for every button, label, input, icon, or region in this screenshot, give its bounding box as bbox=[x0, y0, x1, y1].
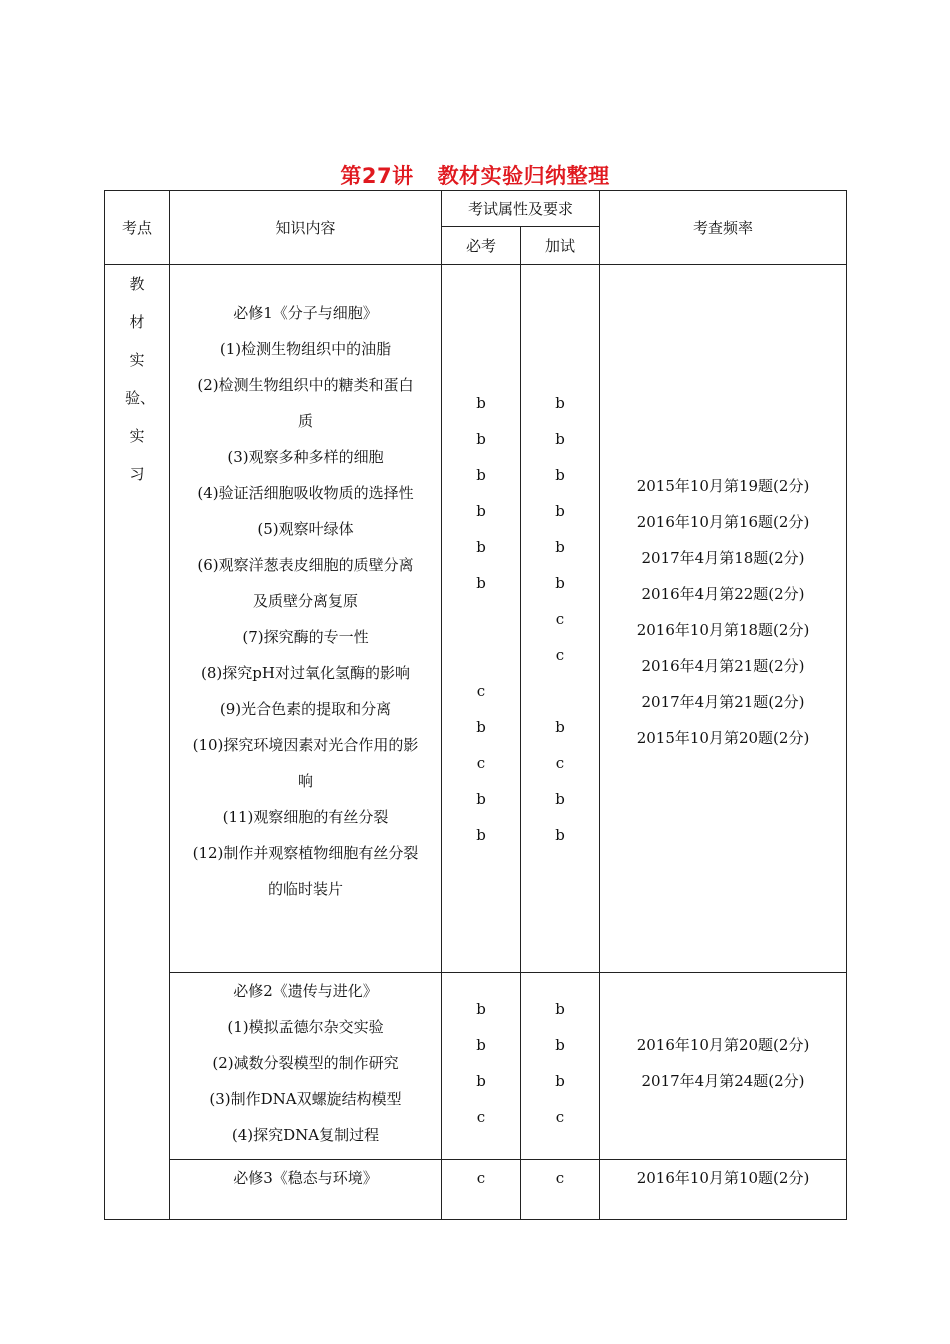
jiashi-value: c bbox=[555, 754, 565, 772]
freq-cell-3 bbox=[600, 1160, 847, 1220]
content-cell-3 bbox=[170, 1160, 442, 1220]
content-cell-1 bbox=[170, 265, 442, 973]
jiashi-value: b bbox=[555, 1036, 565, 1054]
jiashi-value: b bbox=[555, 430, 565, 448]
freq-entry: 2017年4月第18题(2分) bbox=[641, 549, 805, 567]
freq-entry: 2016年10月第10题(2分) bbox=[636, 1169, 810, 1187]
page-title bbox=[0, 160, 950, 190]
header-freq: 考查频率 bbox=[600, 191, 847, 265]
experiment-table bbox=[104, 190, 847, 1220]
bikao-value: b bbox=[476, 574, 486, 592]
section-title: 必修2《遗传与进化》 bbox=[233, 982, 378, 1000]
content-item: (1)模拟孟德尔杂交实验 bbox=[227, 1018, 384, 1036]
jiashi-value: c bbox=[555, 646, 565, 664]
content-item: (8)探究pH对过氧化氢酶的影响 bbox=[201, 664, 410, 682]
kaodian-line: 实习 bbox=[129, 427, 145, 483]
kaodian-cell bbox=[105, 265, 170, 1220]
bikao-value bbox=[442, 637, 520, 673]
freq-cell-2 bbox=[600, 973, 847, 1160]
jiashi-value bbox=[521, 673, 599, 709]
kaodian-line: 教材 bbox=[129, 275, 145, 331]
bikao-value: b bbox=[476, 502, 486, 520]
content-item: (1)检测生物组织中的油脂 bbox=[219, 340, 392, 358]
bikao-value: b bbox=[476, 1000, 486, 1018]
bikao-value: b bbox=[476, 718, 486, 736]
content-cell-2 bbox=[170, 973, 442, 1160]
jiashi-value: b bbox=[555, 1000, 565, 1018]
bikao-value: c bbox=[476, 754, 486, 772]
section-row-2 bbox=[105, 973, 847, 1160]
freq-entry: 2016年10月第20题(2分) bbox=[636, 1036, 810, 1054]
content-item: 及质壁分离复原 bbox=[252, 592, 358, 610]
bikao-value: b bbox=[476, 790, 486, 808]
jiashi-value: b bbox=[555, 826, 565, 844]
freq-entry: 2017年4月第21题(2分) bbox=[641, 693, 805, 711]
bikao-cell-2 bbox=[442, 973, 521, 1160]
content-item: (9)光合色素的提取和分离 bbox=[219, 700, 392, 718]
content-item: (2)检测生物组织中的糖类和蛋白 bbox=[197, 376, 414, 394]
jiashi-cell-3 bbox=[521, 1160, 600, 1220]
jiashi-value: b bbox=[555, 790, 565, 808]
freq-cell-1 bbox=[600, 265, 847, 973]
jiashi-value: b bbox=[555, 718, 565, 736]
content-item: (7)探究酶的专一性 bbox=[242, 628, 369, 646]
content-item: 响 bbox=[297, 772, 313, 790]
bikao-cell-1 bbox=[442, 265, 521, 973]
bikao-value: b bbox=[476, 826, 486, 844]
header-bikao: 必考 bbox=[442, 227, 521, 265]
header-row bbox=[105, 191, 847, 227]
bikao-value: b bbox=[476, 430, 486, 448]
bikao-value: c bbox=[476, 1108, 486, 1126]
section-row-1 bbox=[105, 265, 847, 973]
freq-entry: 2016年10月第16题(2分) bbox=[636, 513, 810, 531]
lecture-number: 第27讲 bbox=[340, 164, 414, 188]
bikao-value: b bbox=[476, 538, 486, 556]
bikao-value: b bbox=[476, 1072, 486, 1090]
lecture-title: 教材实验归纳整理 bbox=[437, 164, 610, 188]
content-item: (4)验证活细胞吸收物质的选择性 bbox=[197, 484, 414, 502]
jiashi-value: b bbox=[555, 574, 565, 592]
freq-entry: 2017年4月第24题(2分) bbox=[641, 1072, 805, 1090]
bikao-value bbox=[442, 601, 520, 637]
content-item: (3)观察多种多样的细胞 bbox=[227, 448, 384, 466]
header-attr: 考试属性及要求 bbox=[442, 191, 600, 227]
jiashi-value: b bbox=[555, 394, 565, 412]
kaodian-line: 验、 bbox=[125, 389, 156, 407]
content-item: 质 bbox=[297, 412, 313, 430]
content-item: 的临时装片 bbox=[267, 880, 343, 898]
freq-entry: 2016年4月第21题(2分) bbox=[641, 657, 805, 675]
jiashi-value: b bbox=[555, 538, 565, 556]
freq-entry: 2016年4月第22题(2分) bbox=[641, 585, 805, 603]
header-kaodian: 考点 bbox=[105, 191, 170, 265]
header-jiashi: 加试 bbox=[521, 227, 600, 265]
freq-entry: 2016年10月第18题(2分) bbox=[636, 621, 810, 639]
content-item: (11)观察细胞的有丝分裂 bbox=[222, 808, 389, 826]
jiashi-value: b bbox=[555, 1072, 565, 1090]
content-item: (12)制作并观察植物细胞有丝分裂 bbox=[192, 844, 419, 862]
freq-entry: 2015年10月第19题(2分) bbox=[636, 477, 810, 495]
jiashi-cell-2 bbox=[521, 973, 600, 1160]
bikao-value: b bbox=[476, 1036, 486, 1054]
jiashi-value: c bbox=[555, 610, 565, 628]
kaodian-line: 实 bbox=[129, 351, 145, 369]
bikao-cell-3 bbox=[442, 1160, 521, 1220]
content-item: (3)制作DNA双螺旋结构模型 bbox=[209, 1090, 402, 1108]
content-item: (2)减数分裂模型的制作研究 bbox=[212, 1054, 399, 1072]
bikao-value: b bbox=[476, 394, 486, 412]
content-item: (4)探究DNA复制过程 bbox=[231, 1126, 380, 1144]
bikao-value: c bbox=[476, 682, 486, 700]
section-row-3 bbox=[105, 1160, 847, 1220]
jiashi-value: b bbox=[555, 466, 565, 484]
header-content: 知识内容 bbox=[170, 191, 442, 265]
bikao-value: c bbox=[476, 1169, 486, 1187]
content-item: (5)观察叶绿体 bbox=[257, 520, 354, 538]
jiashi-value: c bbox=[555, 1108, 565, 1126]
jiashi-cell-1 bbox=[521, 265, 600, 973]
bikao-value: b bbox=[476, 466, 486, 484]
section-title: 必修3《稳态与环境》 bbox=[233, 1169, 378, 1187]
content-item: (10)探究环境因素对光合作用的影 bbox=[192, 736, 419, 754]
section-title: 必修1《分子与细胞》 bbox=[233, 304, 378, 322]
jiashi-value: c bbox=[555, 1169, 565, 1187]
content-item: (6)观察洋葱表皮细胞的质壁分离 bbox=[197, 556, 414, 574]
freq-entry: 2015年10月第20题(2分) bbox=[636, 729, 810, 747]
jiashi-value: b bbox=[555, 502, 565, 520]
